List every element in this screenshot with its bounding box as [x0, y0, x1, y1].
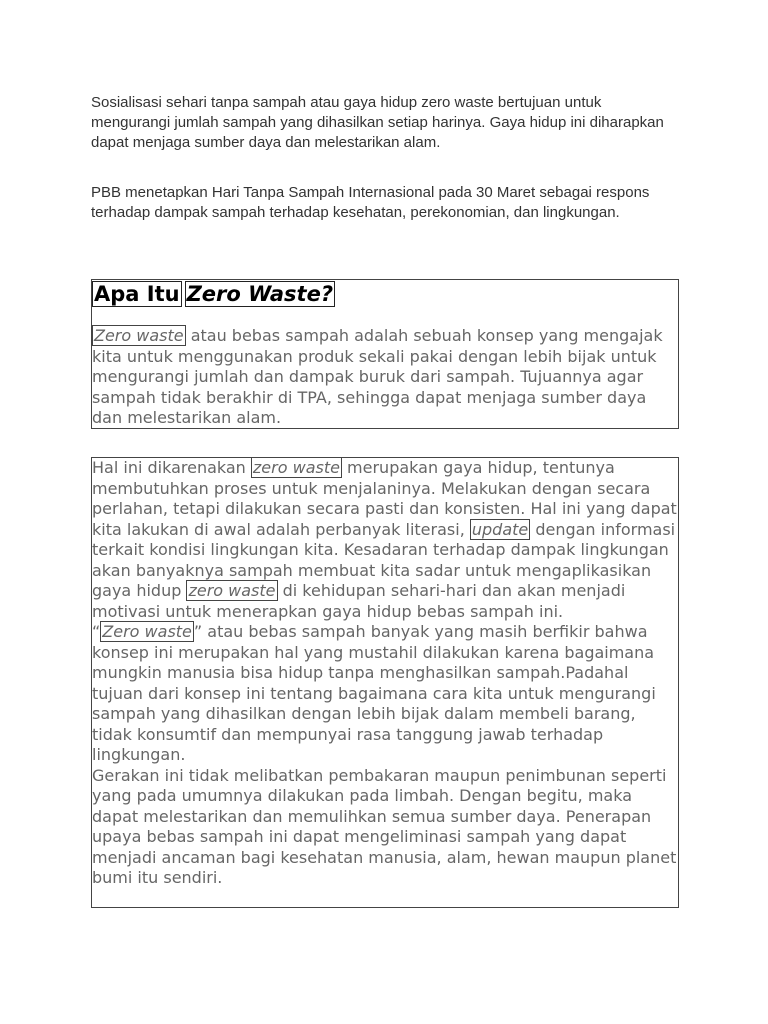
term-zero-waste: zero waste: [188, 581, 276, 600]
heading-italic-text: Zero Waste?: [186, 282, 334, 306]
text-run: “: [92, 622, 101, 641]
term-zero-waste: zero waste: [252, 458, 340, 477]
text-run: merupakan gaya hidup, tentunya membutuhkan proses untuk menjalaninya. Melakukan dengan secara perlahan, tetapi dilakukan secara pasti dan konsisten. Hal ini yang dapat kita lakukan di awal adalah perbanyak literasi,: [92, 458, 677, 539]
text-run: dengan informasi terkait kondisi lingkungan kita. Kesadaran terhadap dampak lingkungan akan banyaknya sampah membuat kita sadar untuk mengaplikasikan gaya hidup: [92, 519, 676, 600]
term-zero-waste: Zero waste: [94, 326, 184, 345]
definition-body: atau bebas sampah adalah sebuah konsep yang mengajak kita untuk menggunakan produk sekali pakai dengan lebih bijak untuk mengurangi jumlah dan dampak buruk dari sampah. Tujuannya agar sampah tidak berakhir di TPA, sehingga dapat menjaga sumber daya dan melestarikan alam.: [92, 326, 663, 427]
intro-paragraph-1: Sosialisasi sehari tanpa sampah atau gaya hidup zero waste bertujuan untuk mengurangi jumlah sampah yang dihasilkan setiap harinya. Gaya hidup ini diharapkan dapat menjaga sumber daya dan melestarikan alam.: [91, 94, 664, 151]
explanation-paragraph-3: Gerakan ini tidak melibatkan pembakaran maupun penimbunan seperti yang pada umumnya dilakukan pada limbah. Dengan begitu, maka dapat melestarikan dan memulihkan semua sumber daya. Penerapan upaya bebas sampah ini dapat mengeliminasi sampah yang dapat menjadi ancaman bagi kesehatan manusia, alam, hewan maupun planet bumi itu sendiri.: [92, 765, 677, 887]
text-run: di kehidupan sehari-hari dan akan menjadi motivasi untuk menerapkan gaya hidup bebas sampah ini.: [92, 581, 626, 621]
heading-bold-text: Apa Itu: [94, 282, 180, 306]
intro-paragraph-2: PBB menetapkan Hari Tanpa Sampah Internasional pada 30 Maret sebagai respons terhadap dampak sampah terhadap kesehatan, perekonomian, dan lingkungan.: [91, 184, 650, 221]
section-explanation: [91, 457, 679, 908]
term-zero-waste: Zero waste: [102, 622, 192, 641]
definition-paragraph: [92, 326, 678, 429]
section-heading: [92, 280, 678, 309]
term-update: update: [471, 519, 529, 539]
explanation-paragraph-1: [92, 458, 678, 622]
text-run: Hal ini dikarenakan: [92, 458, 251, 477]
explanation-paragraph-2: [92, 622, 678, 766]
text-run: ” atau bebas sampah banyak yang masih berfikir bahwa konsep ini merupakan hal yang mustahil dilakukan karena bagaimana mungkin manusia bisa hidup tanpa menghasilkan sampah.Padahal tujuan dari konsep ini tentang bagaimana cara kita untuk mengurangi sampah yang dihasilkan dengan lebih bijak dalam membeli barang, tidak konsumtif dan mempunyai rasa tanggung jawab terhadap lingkungan.: [92, 622, 656, 764]
section-what-is-zero-waste: [91, 279, 679, 429]
